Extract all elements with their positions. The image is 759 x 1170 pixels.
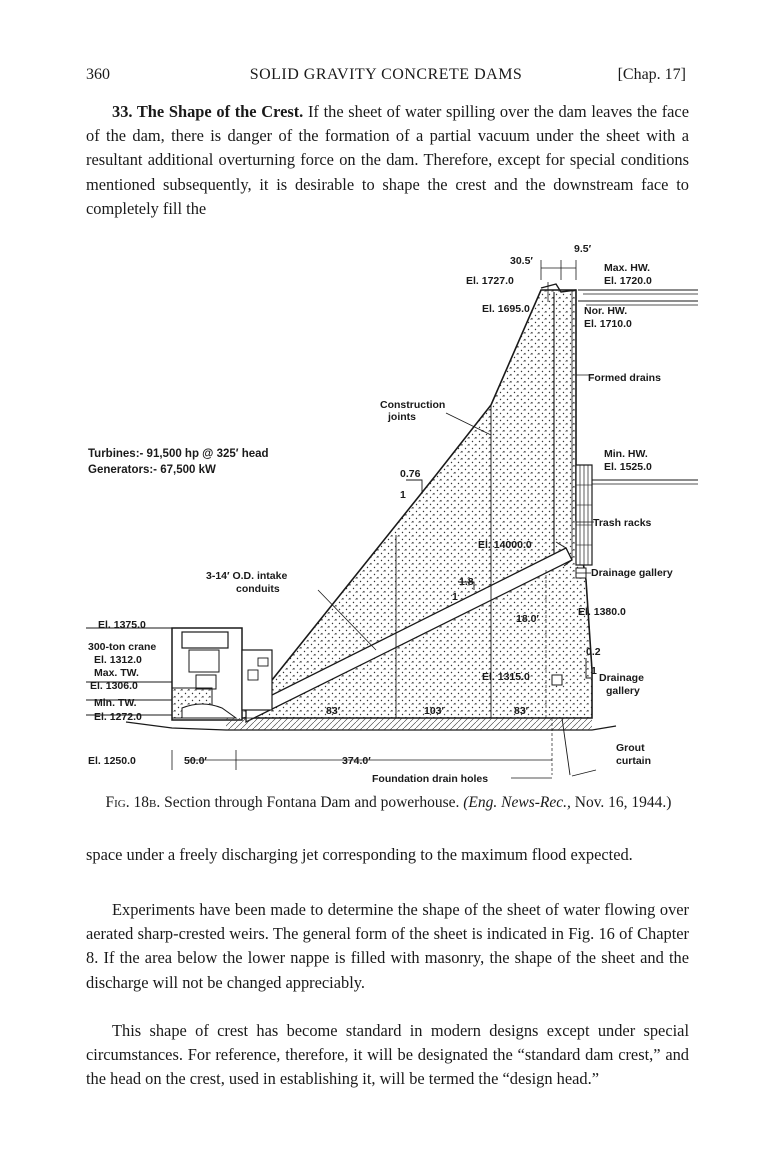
label-slope-18: 1.8 <box>459 576 474 588</box>
figure-number: Fig. 18b. <box>105 794 161 811</box>
label-curtain: curtain <box>616 755 652 767</box>
label-foundation-drain: Foundation drain holes <box>372 773 489 785</box>
label-construction: Construction <box>380 399 446 411</box>
paragraph-1 <box>86 100 689 221</box>
label-slope-1b: 1 <box>452 591 458 603</box>
label-dim-83a: 83′ <box>326 705 341 717</box>
label-dim-83b: 83′ <box>514 705 529 717</box>
label-el-1695: El. 1695.0 <box>482 303 530 315</box>
label-nor-hw: Nor. HW. <box>584 305 628 317</box>
label-el-1525: El. 1525.0 <box>604 461 652 473</box>
label-slope-1a: 1 <box>400 489 406 501</box>
label-el-1250: El. 1250.0 <box>88 755 136 767</box>
label-max-hw: Max. HW. <box>604 262 651 274</box>
figure-caption <box>76 793 701 813</box>
dam-section-figure <box>86 230 706 790</box>
label-grout: Grout <box>616 742 645 754</box>
dam-section-drawing <box>86 230 706 790</box>
label-dim-30-5: 30.5′ <box>510 255 533 267</box>
label-el-1272: El. 1272.0 <box>94 711 142 723</box>
paragraph-3: Experiments have been made to determine the shape of the sheet of water flowing over aerated sharp-crested weirs. The general form of the sheet is indicated in Fig. 16 of Chapter 8. If the area below the lower nappe is filled with masonry, the shape of the sheet and the discharge will not be changed appreciably. <box>86 900 689 992</box>
label-trash-racks: Trash racks <box>593 517 652 529</box>
label-joints: joints <box>388 411 416 423</box>
page-number: 360 <box>86 66 110 83</box>
caption-date: Nov. 16, 1944.) <box>574 794 672 811</box>
label-turbines: Turbines:- 91,500 hp @ 325′ head <box>88 448 269 460</box>
label-el-1400: El. 14000.0 <box>478 539 532 551</box>
label-el-1720: El. 1720.0 <box>604 275 652 287</box>
label-el-1312: El. 1312.0 <box>94 654 142 666</box>
label-dim-103: 103′ <box>424 705 445 717</box>
section-title: 33. The Shape of the Crest. <box>112 102 304 121</box>
label-formed-drains: Formed drains <box>588 372 661 384</box>
running-header <box>86 66 686 90</box>
label-slope-1c: 1 <box>591 665 597 677</box>
chapter-reference: [Chap. 17] <box>617 66 686 83</box>
label-dim-374: 374.0′ <box>342 755 371 767</box>
paragraph-4: This shape of crest has become standard in modern designs except under special circumstances. For reference, therefore, it will be designated the “standard dam crest,” and the head on the crest, used in establishing it, will be termed the “design head.” <box>86 1021 689 1089</box>
caption-text: Section through Fontana Dam and powerhouse. <box>164 794 460 811</box>
label-min-tw: Min. TW. <box>94 697 137 709</box>
label-el-1306: El. 1306.0 <box>90 680 138 692</box>
label-dim-9-5: 9.5′ <box>574 243 592 255</box>
label-el-1380: El. 1380.0 <box>578 606 626 618</box>
label-el-1727: El. 1727.0 <box>466 275 514 287</box>
label-max-tw: Max. TW. <box>94 667 139 679</box>
label-el-1315: El. 1315.0 <box>482 671 530 683</box>
label-min-hw: Min. HW. <box>604 448 648 460</box>
label-drainage-gallery-1: Drainage gallery <box>591 567 673 579</box>
dam-body <box>226 290 592 718</box>
label-generators: Generators:- 67,500 kW <box>88 464 216 476</box>
label-dim-18: 18.0′ <box>516 613 539 625</box>
label-slope-02: 0.2 <box>586 646 601 658</box>
label-intake-1: 3-14′ O.D. intake <box>206 570 288 582</box>
paragraph-2: space under a freely discharging jet corresponding to the maximum flood expected. <box>86 845 633 864</box>
label-gallery-2: gallery <box>606 685 640 697</box>
label-drainage-2: Drainage <box>599 672 644 684</box>
label-crane: 300-ton crane <box>88 641 157 653</box>
label-el-1375: El. 1375.0 <box>98 619 146 631</box>
label-intake-2: conduits <box>236 583 280 595</box>
label-slope-076: 0.76 <box>400 468 421 480</box>
running-title: SOLID GRAVITY CONCRETE DAMS <box>249 66 523 83</box>
label-el-1710: El. 1710.0 <box>584 318 632 330</box>
caption-source: (Eng. News-Rec., <box>463 794 571 811</box>
label-dim-50: 50.0′ <box>184 755 207 767</box>
paragraph-1-text: If the sheet of water spilling over the dam leaves the face of the dam, there is danger of the formation of a partial vacuum under the sheet with a resultant additional overturning force on the dam. Therefore, except for special conditions mentioned subsequently, it is desirable to shape the crest and the downstream face to completely fill the <box>86 102 689 218</box>
